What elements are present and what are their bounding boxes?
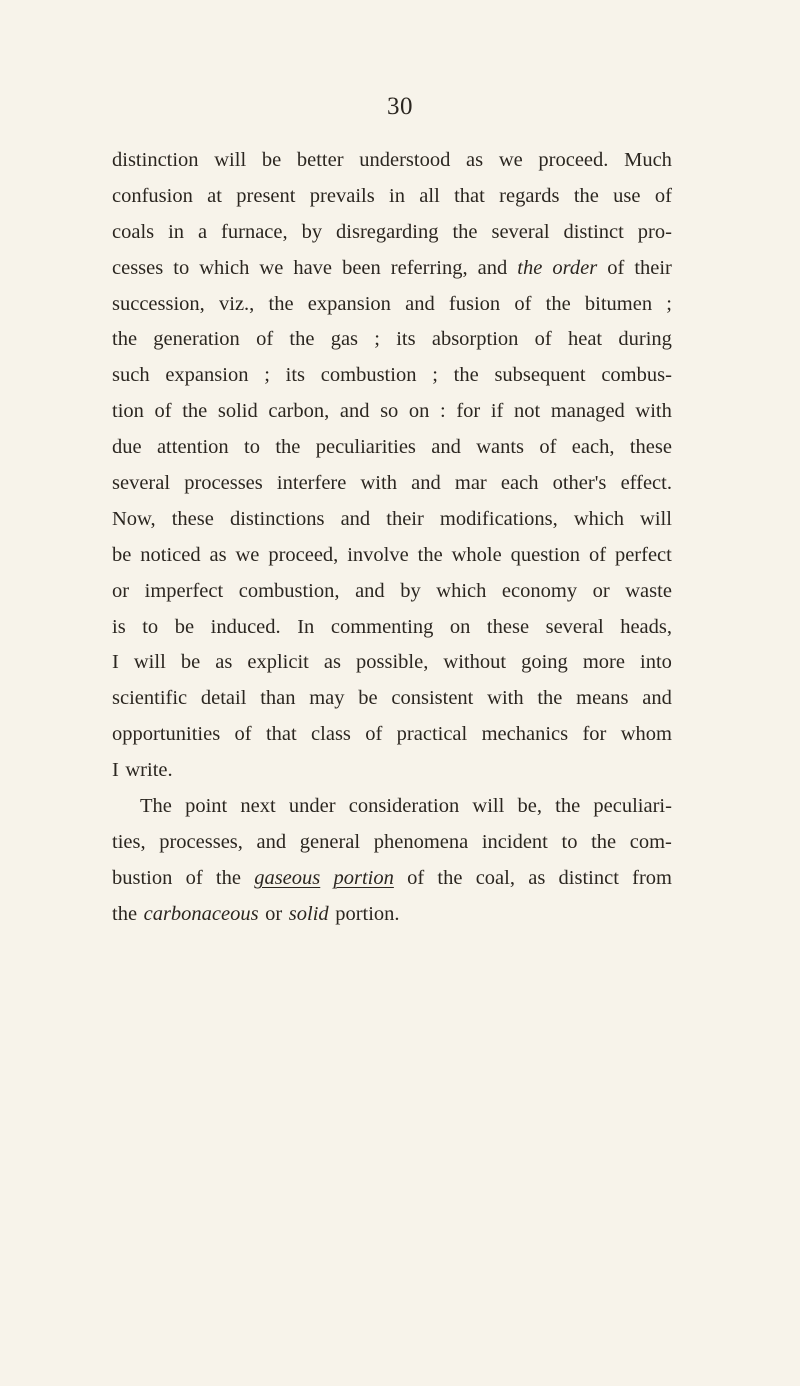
word: present	[236, 184, 296, 207]
word: as	[466, 149, 484, 171]
word: ;	[432, 364, 438, 387]
word: under	[288, 795, 336, 818]
word: ties,	[112, 830, 146, 853]
word: to	[173, 256, 190, 279]
word: of	[654, 184, 672, 207]
word: interfere	[276, 472, 347, 495]
word: Much	[624, 149, 672, 171]
word: a	[197, 220, 208, 243]
word: effect.	[620, 472, 672, 495]
word: we	[259, 256, 284, 279]
word: on	[449, 615, 471, 638]
word: proceed,	[268, 543, 339, 566]
word: :	[440, 400, 446, 423]
word: generation	[153, 328, 240, 351]
word: not	[514, 400, 541, 423]
word: Now,	[112, 507, 156, 530]
word: due	[112, 436, 142, 459]
text-line	[112, 610, 672, 646]
word: distinct	[563, 220, 624, 243]
word: the	[555, 795, 581, 818]
word: will	[133, 651, 166, 674]
word: question	[510, 543, 581, 566]
word: as	[215, 651, 233, 674]
word: the	[268, 292, 294, 315]
word: attention	[156, 436, 229, 459]
word: coal,	[475, 866, 515, 889]
word: each	[500, 472, 539, 495]
word: will	[640, 507, 672, 530]
word: carbon,	[268, 400, 330, 423]
word: general	[299, 830, 361, 853]
word: at	[207, 184, 222, 207]
word: will	[214, 149, 247, 171]
word: the	[417, 543, 443, 566]
word: perfect	[614, 543, 672, 566]
word: and	[340, 507, 371, 530]
word: expansion	[165, 364, 249, 387]
word: and	[431, 436, 461, 459]
word: the	[591, 830, 617, 853]
word: com-	[629, 830, 672, 853]
word: will	[472, 795, 505, 818]
word: consideration	[348, 795, 460, 818]
word: or	[112, 579, 130, 602]
word: of	[234, 723, 252, 746]
word: subsequent	[494, 364, 586, 387]
word: possible,	[356, 651, 429, 674]
word: the	[275, 436, 301, 459]
word: as	[323, 651, 341, 674]
word: as	[528, 866, 546, 889]
word: that	[454, 184, 485, 207]
word: viz.,	[219, 292, 255, 315]
word: point	[185, 795, 228, 818]
word: on	[408, 400, 430, 423]
word: whole	[451, 543, 502, 566]
word: several	[491, 220, 550, 243]
word: of	[607, 256, 625, 279]
word: been	[342, 256, 381, 279]
word: by	[301, 220, 323, 243]
word: such	[112, 364, 150, 387]
word: combustion	[320, 364, 417, 387]
word: proceed.	[538, 149, 609, 171]
word: several	[112, 472, 171, 495]
word: wants	[476, 436, 525, 459]
text-line	[112, 466, 672, 502]
word: whom	[620, 723, 672, 746]
word: fusion	[448, 292, 501, 315]
word: of	[256, 328, 274, 351]
word: practical	[396, 723, 468, 746]
word: write.	[125, 759, 173, 782]
word: prevails	[309, 184, 375, 207]
word: processes,	[159, 830, 243, 853]
word: that	[265, 723, 297, 746]
word: their	[386, 507, 424, 530]
text-line	[112, 394, 672, 430]
text-line	[112, 825, 672, 861]
word: combus-	[601, 364, 672, 387]
word: the	[289, 328, 315, 351]
text-line	[112, 645, 672, 681]
text-line	[112, 717, 672, 753]
word: during	[618, 328, 672, 351]
word: we	[235, 543, 260, 566]
word: several	[545, 615, 604, 638]
word: combustion,	[238, 579, 340, 602]
emphasized-word: order	[552, 256, 598, 279]
word: phenomena	[373, 830, 469, 853]
word: ;	[374, 328, 380, 351]
word: to	[561, 830, 578, 853]
word: and	[642, 687, 672, 710]
word: and	[355, 579, 385, 602]
word: for	[582, 723, 607, 746]
word: modifications,	[439, 507, 558, 530]
word: referring,	[390, 256, 468, 279]
word: be	[180, 651, 201, 674]
word: without	[443, 651, 507, 674]
word: the	[215, 866, 241, 889]
word: going	[521, 651, 568, 674]
word: or	[265, 902, 283, 925]
word: I	[112, 651, 119, 674]
word: waste	[625, 579, 672, 602]
word: bitumen	[584, 292, 653, 315]
word: of	[588, 543, 607, 566]
word: understood	[359, 149, 451, 171]
word: be,	[517, 795, 542, 818]
word: heat	[567, 328, 603, 351]
word: ;	[666, 292, 672, 315]
word: I	[112, 759, 119, 782]
word: tion	[112, 400, 144, 423]
page-number: 30	[387, 93, 413, 120]
word: as	[209, 543, 227, 566]
word: distinction	[112, 149, 199, 171]
word: these	[486, 615, 530, 638]
word: in	[389, 184, 405, 207]
text-line	[112, 753, 672, 789]
word: managed	[550, 400, 625, 423]
text-line	[112, 251, 672, 287]
word: with	[360, 472, 397, 495]
text-line	[112, 143, 672, 179]
word: better	[296, 149, 344, 171]
emphasized-word: solid	[288, 902, 329, 925]
word: have	[293, 256, 333, 279]
word: succession,	[112, 292, 205, 315]
word: if	[490, 400, 504, 423]
word: and	[256, 830, 287, 853]
word: of	[407, 866, 425, 889]
text-line	[112, 358, 672, 394]
word: economy	[501, 579, 578, 602]
word: these	[629, 436, 672, 459]
emphasized-word: the	[517, 256, 543, 279]
word: and	[411, 472, 441, 495]
word: commenting	[330, 615, 434, 638]
text-line	[112, 430, 672, 466]
word: distinct	[558, 866, 619, 889]
word: and	[339, 400, 370, 423]
word: furnace,	[221, 220, 288, 243]
word: opportunities	[112, 723, 221, 746]
word: bustion	[112, 866, 173, 889]
word: detail	[200, 687, 247, 710]
word: its	[285, 364, 306, 387]
word: all	[419, 184, 440, 207]
word: expansion	[307, 292, 391, 315]
body-text	[112, 143, 672, 933]
text-line	[112, 322, 672, 358]
word: the	[182, 400, 208, 423]
word: which	[573, 507, 624, 530]
word: and	[477, 256, 508, 279]
word: so	[380, 400, 399, 423]
word: of	[534, 328, 552, 351]
word: be	[358, 687, 378, 710]
word: these	[171, 507, 214, 530]
word: solid	[217, 400, 258, 423]
word: we	[498, 149, 523, 171]
word: mar	[454, 472, 487, 495]
word: pro-	[637, 220, 672, 243]
word: than	[260, 687, 296, 710]
word: cesses	[112, 256, 164, 279]
word: the	[573, 184, 599, 207]
word: of	[154, 400, 172, 423]
word: and	[405, 292, 435, 315]
word: processes	[184, 472, 263, 495]
text-line	[112, 574, 672, 610]
word: other's	[552, 472, 607, 495]
word: confusion	[112, 184, 193, 207]
word: each,	[571, 436, 615, 459]
word: In	[297, 615, 315, 638]
word: be	[112, 543, 132, 566]
text-line	[112, 861, 672, 897]
word: for	[456, 400, 481, 423]
text-line	[112, 681, 672, 717]
word: with	[635, 400, 672, 423]
word: explicit	[247, 651, 309, 674]
word: peculiari-	[593, 795, 672, 818]
word: incident	[481, 830, 548, 853]
word: means	[576, 687, 629, 710]
word: imperfect	[144, 579, 224, 602]
word: be	[261, 149, 282, 171]
text-line	[112, 215, 672, 251]
word: their	[634, 256, 672, 279]
word: may	[309, 687, 345, 710]
word: of	[365, 723, 383, 746]
word: consistent	[391, 687, 474, 710]
word: or	[592, 579, 610, 602]
emphasized-word: carbonaceous	[143, 902, 259, 925]
word: portion.	[335, 902, 400, 925]
word: regards	[499, 184, 560, 207]
text-line	[112, 287, 672, 323]
word: heads,	[620, 615, 672, 638]
word: to	[244, 436, 260, 459]
word: of	[514, 292, 532, 315]
word: its	[396, 328, 416, 351]
word: of	[539, 436, 557, 459]
text-line	[112, 897, 672, 933]
word: next	[240, 795, 276, 818]
word: induced.	[210, 615, 281, 638]
word: ;	[264, 364, 270, 387]
word: involve	[347, 543, 409, 566]
word: scientific	[112, 687, 188, 710]
word: class	[311, 723, 351, 746]
word: which	[436, 579, 487, 602]
word: gas	[330, 328, 359, 351]
word: the	[452, 220, 478, 243]
text-line	[112, 502, 672, 538]
word: the	[537, 687, 563, 710]
word: more	[582, 651, 625, 674]
text-line	[112, 179, 672, 215]
word: into	[640, 651, 672, 674]
word: which	[199, 256, 250, 279]
text-line	[112, 538, 672, 574]
word: be	[174, 615, 195, 638]
word: The	[140, 795, 172, 818]
word: the	[437, 866, 463, 889]
text-line	[112, 789, 672, 825]
word: with	[487, 687, 524, 710]
emphasized-word: portion	[333, 866, 394, 889]
word: from	[632, 866, 672, 889]
word: by	[400, 579, 421, 602]
word: the	[545, 292, 571, 315]
word: noticed	[140, 543, 201, 566]
word: mechanics	[481, 723, 569, 746]
word: to	[142, 615, 159, 638]
word: the	[453, 364, 479, 387]
word: disregarding	[336, 220, 439, 243]
word: is	[112, 615, 126, 638]
word: the	[112, 902, 138, 925]
word: peculiarities	[315, 436, 416, 459]
word: distinctions	[229, 507, 325, 530]
emphasized-word: gaseous	[254, 866, 321, 889]
word: in	[168, 220, 185, 243]
word: of	[185, 866, 203, 889]
word: the	[112, 328, 138, 351]
word: absorption	[431, 328, 519, 351]
word: coals	[112, 220, 155, 243]
word: use	[613, 184, 641, 207]
